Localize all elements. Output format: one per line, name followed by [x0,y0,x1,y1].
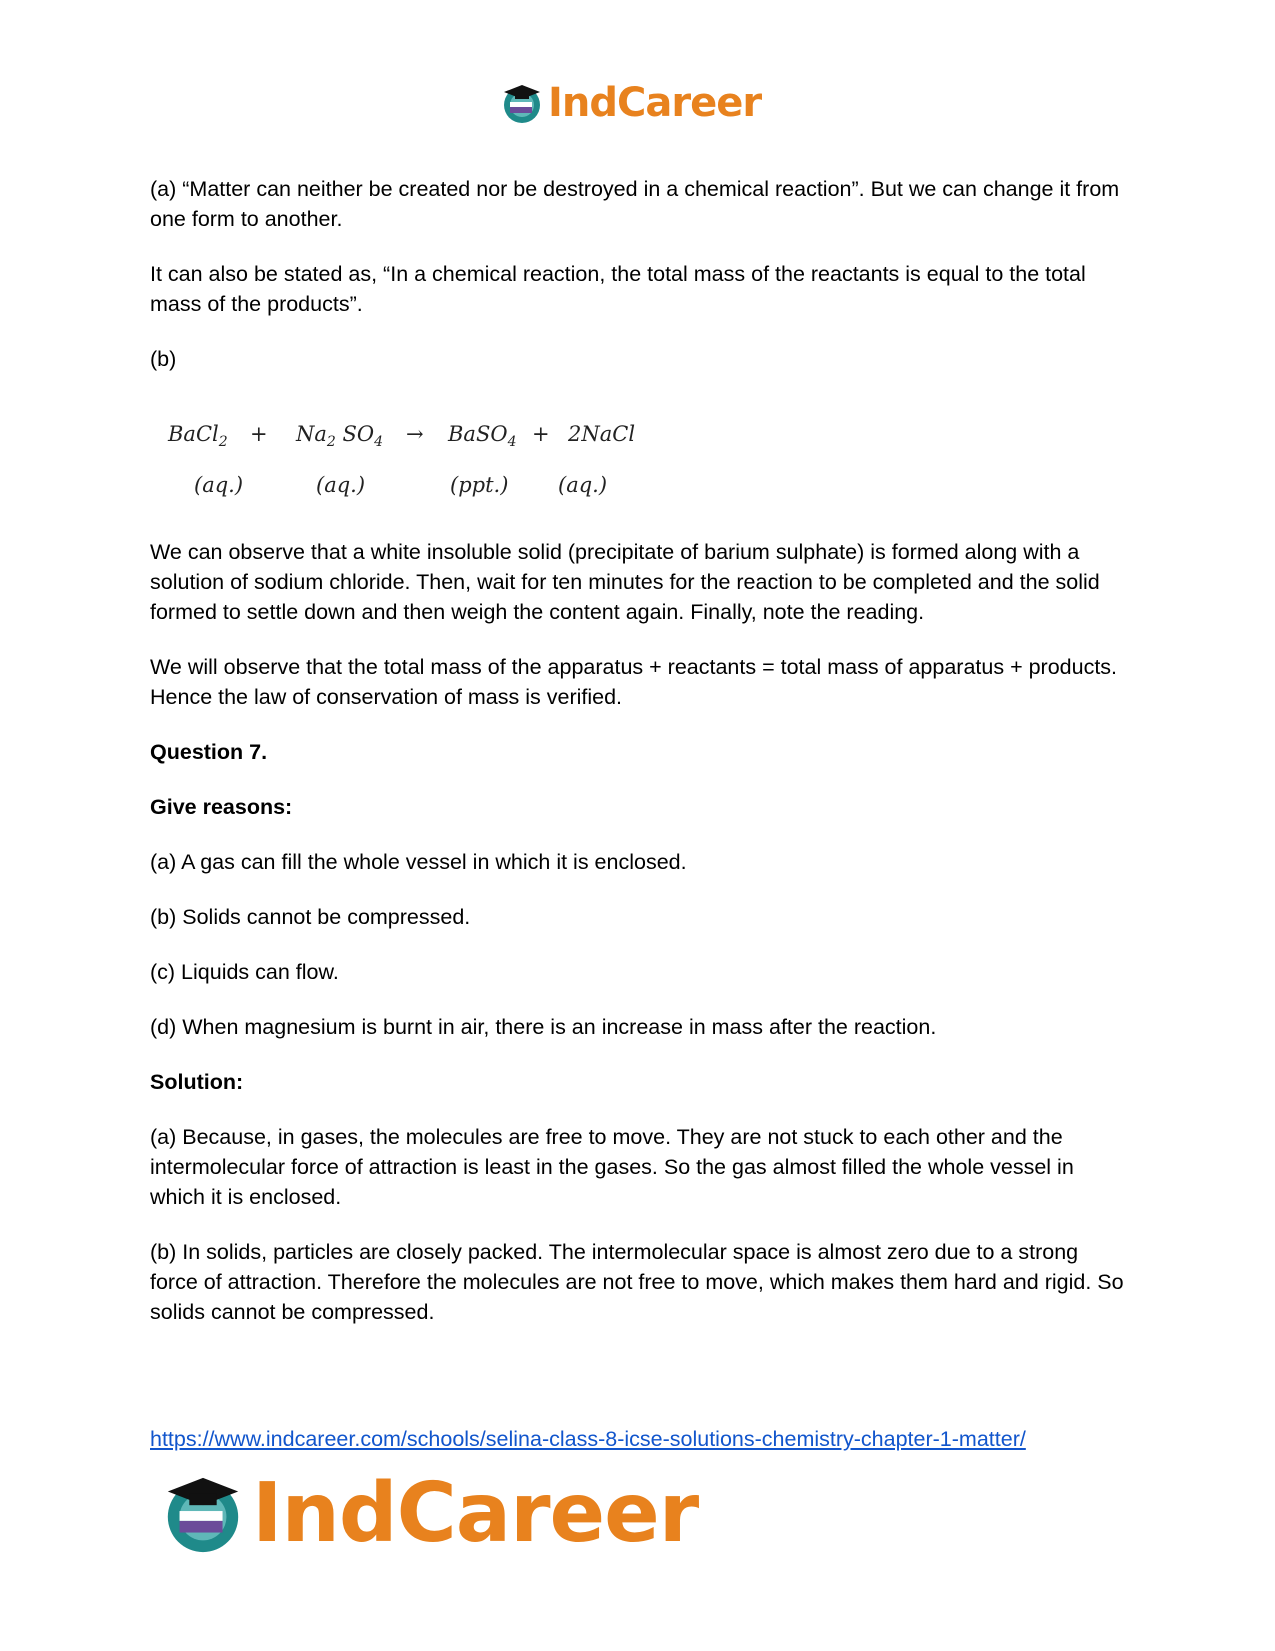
footer-logo [160,1465,699,1561]
eq-na2so4: $Na_2$ $SO_4$ [296,422,384,451]
paragraph-verification: We will observe that the total mass of the apparatus + reactants = total mass of apparatus + products. Hence the law of conservation of mass is verified. [150,655,1118,709]
question-part-d: (d) When magnesium is burnt in air, there is an increase in mass after the reaction. [150,1015,937,1039]
paragraph-law-restated: It can also be stated as, “In a chemical reaction, the total mass of the reactants is equal to the total mass of the products”. [150,262,1086,316]
eq-arrow: → [406,422,424,446]
eq-bacl2: BaCl$_2$ [168,422,228,451]
paragraph-observation: We can observe that a white insoluble solid (precipitate of barium sulphate) is formed along with a solution of sodium chloride. Then, wait for ten minutes for the reaction to be completed and the solid formed to settle down and then weigh the content again. Finally, note the reading. [150,540,1100,624]
eq-baso4: BaSO$_4$ [448,422,517,451]
eq-2nacl: 2NaCl [568,422,636,446]
question-part-c: (c) Liquids can flow. [150,960,339,984]
question-heading: Question 7. [150,740,268,764]
header-logo-text: IndCareer [548,80,762,126]
eq-state-3: (ppt.) [450,473,509,497]
footer-logo-text: IndCareer [252,1465,699,1561]
source-url-link[interactable]: https://www.indcareer.com/schools/selina-class-8-icse-solutions-chemistry-chapter-1-matter/ [150,1427,1026,1451]
paragraph-part-b-label: (b) [150,347,177,371]
solution-part-b: (b) In solids, particles are closely packed. The intermolecular space is almost zero due to a strong force of attraction. Therefore the molecules are not free to move, which makes them hard and rigid. So solids cannot be compressed. [150,1240,1124,1324]
graduation-globe-icon [160,1470,246,1556]
question-part-a: (a) A gas can fill the whole vessel in which it is enclosed. [150,850,687,874]
chemical-equation [150,397,1130,517]
solution-part-a: (a) Because, in gases, the molecules are free to move. They are not stuck to each other and the intermolecular force of attraction is least in the gases. So the gas almost filled the whole vessel in which it is enclosed. [150,1125,1074,1209]
question-part-b: (b) Solids cannot be compressed. [150,905,471,929]
document-body [150,174,1130,1352]
eq-state-2: (aq.) [316,473,366,497]
eq-plus-2: + [532,422,550,446]
solution-heading: Solution: [150,1070,244,1094]
paragraph-law-statement: (a) “Matter can neither be created nor be destroyed in a chemical reaction”. But we can change it from one form to another. [150,177,1120,231]
graduation-globe-icon [500,81,544,125]
give-reasons-heading: Give reasons: [150,795,293,819]
header-logo [500,78,761,128]
eq-state-4: (aq.) [558,473,608,497]
eq-plus-1: + [250,422,268,446]
eq-state-1: (aq.) [194,473,244,497]
